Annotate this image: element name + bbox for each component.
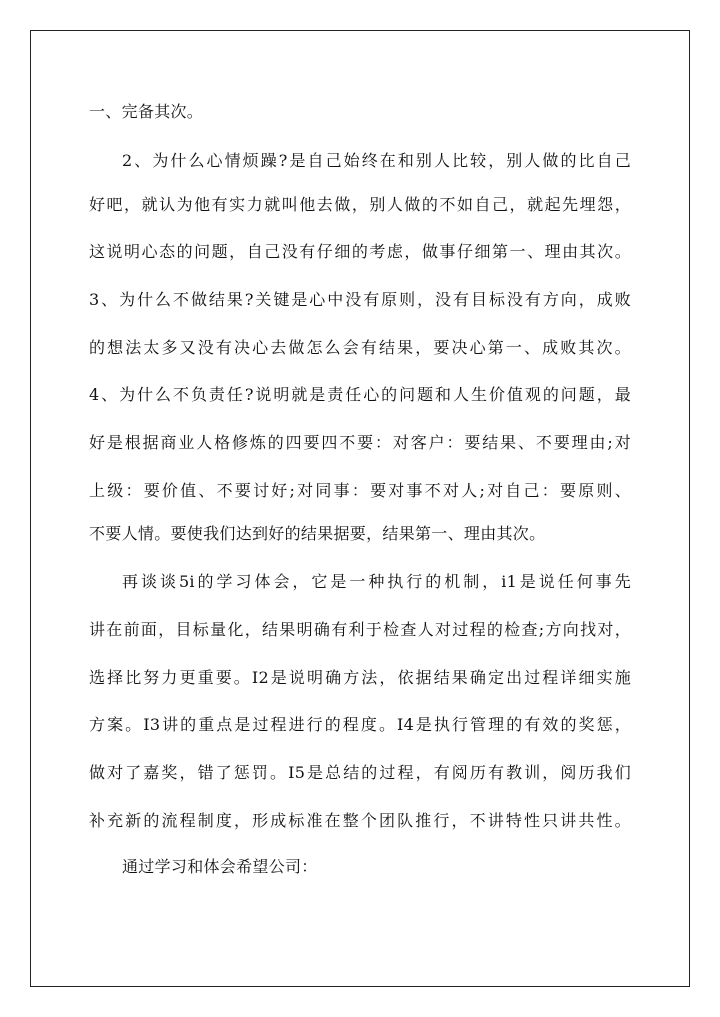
text-line: 4、为什么不负责任?说明就是责任心的问题和人生价值观的问题，最	[89, 385, 631, 404]
text-line: 好是根据商业人格修炼的四要四不要：对客户：要结果、不要理由;对	[89, 433, 631, 452]
text-line: 好吧，就认为他有实力就叫他去做，别人做的不如自己，就起先埋怨，	[89, 195, 631, 214]
text-line: 通过学习和体会希望公司：	[122, 857, 318, 876]
text-line: 选择比努力更重要。I2是说明确方法，依据结果确定出过程详细实施	[89, 668, 631, 687]
text-line: 这说明心态的问题，自己没有仔细的考虑，做事仔细第一、理由其次。	[89, 242, 631, 261]
text-line: 上级：要价值、不要讨好;对同事：要对事不对人;对自己：要原则、	[89, 481, 631, 500]
text-line: 的想法太多又没有决心去做怎么会有结果，要决心第一、成败其次。	[89, 338, 631, 357]
text-line: 2、为什么心情烦躁?是自己始终在和别人比较，别人做的比自己	[122, 151, 631, 170]
text-line: 方案。I3讲的重点是过程进行的程度。I4是执行管理的有效的奖惩，	[89, 715, 631, 734]
text-line: 3、为什么不做结果?关键是心中没有原则，没有目标没有方向，成败	[89, 290, 631, 309]
text-line: 讲在前面，目标量化，结果明确有利于检查人对过程的检查;方向找对，	[89, 620, 631, 639]
text-line: 不要人情。要使我们达到好的结果据要，结果第一、理由其次。	[89, 524, 546, 543]
page-frame	[30, 30, 690, 987]
text-line: 一、完备其次。	[89, 102, 204, 121]
text-line: 补充新的流程制度，形成标准在整个团队推行，不讲特性只讲共性。	[89, 811, 631, 830]
text-line: 再谈谈5i的学习体会，它是一种执行的机制，i1是说任何事先	[122, 572, 631, 591]
text-line: 做对了嘉奖，错了惩罚。I5是总结的过程，有阅历有教训，阅历我们	[89, 763, 631, 782]
